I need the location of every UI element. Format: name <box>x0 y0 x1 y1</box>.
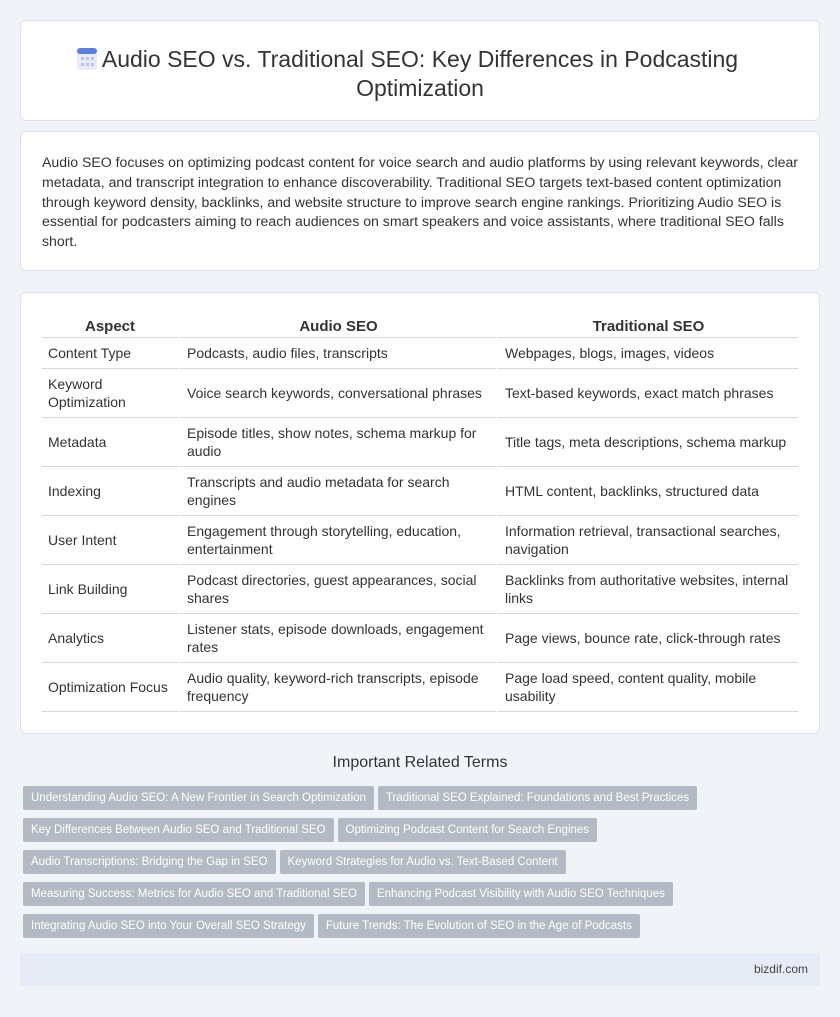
cell-aspect: User Intent <box>42 516 178 565</box>
table-row <box>42 338 798 369</box>
cell-aspect: Link Building <box>42 565 178 614</box>
cell-aspect: Content Type <box>42 338 178 369</box>
cell-audio: Listener stats, episode downloads, engagement rates <box>178 614 496 663</box>
related-term-link[interactable]: Audio Transcriptions: Bridging the Gap in SEO <box>23 850 276 874</box>
table-row <box>42 467 798 516</box>
related-terms-list <box>23 786 823 946</box>
header-aspect: Aspect <box>42 316 178 338</box>
comparison-card <box>20 292 820 734</box>
cell-aspect: Analytics <box>42 614 178 663</box>
page-title: Audio SEO vs. Traditional SEO: Key Differences in Podcasting Optimization <box>101 46 739 101</box>
related-terms-title: Important Related Terms <box>332 754 508 771</box>
related-term-link[interactable]: Key Differences Between Audio SEO and Traditional SEO <box>23 818 334 842</box>
cell-traditional: HTML content, backlinks, structured data <box>496 467 798 516</box>
footer-site-link[interactable]: bizdif.com <box>753 962 808 976</box>
table-row <box>42 663 798 712</box>
cell-audio: Voice search keywords, conversational phrases <box>178 369 496 418</box>
cell-traditional: Page views, bounce rate, click-through rates <box>496 614 798 663</box>
cell-traditional: Page load speed, content quality, mobile usability <box>496 663 798 712</box>
related-term-link[interactable]: Traditional SEO Explained: Foundations and Best Practices <box>378 786 697 810</box>
comparison-table <box>42 316 798 712</box>
cell-traditional: Webpages, blogs, images, videos <box>496 338 798 369</box>
cell-traditional: Information retrieval, transactional searches, navigation <box>496 516 798 565</box>
table-row <box>42 614 798 663</box>
table-header-row <box>42 316 798 338</box>
intro-paragraph: Audio SEO focuses on optimizing podcast content for voice search and audio platforms by using relevant keywords, clear metadata, and transcript integration to enhance discoverability. Traditional SEO targets text-based content optimization through keyword density, backlinks, and website structure to improve search engine rankings. Prioritizing Audio SEO is essential for podcasters aiming to reach audiences on smart speakers and voice assistants, where traditional SEO falls short. <box>42 154 798 250</box>
table-row <box>42 418 798 467</box>
intro-card <box>20 131 820 271</box>
cell-traditional: Title tags, meta descriptions, schema markup <box>496 418 798 467</box>
cell-aspect: Optimization Focus <box>42 663 178 712</box>
related-term-link[interactable]: Keyword Strategies for Audio vs. Text-Based Content <box>280 850 566 874</box>
cell-audio: Podcasts, audio files, transcripts <box>178 338 496 369</box>
cell-aspect: Keyword Optimization <box>42 369 178 418</box>
related-term-link[interactable]: Understanding Audio SEO: A New Frontier in Search Optimization <box>23 786 374 810</box>
cell-traditional: Backlinks from authoritative websites, internal links <box>496 565 798 614</box>
table-row <box>42 516 798 565</box>
cell-aspect: Indexing <box>42 467 178 516</box>
cell-audio: Podcast directories, guest appearances, social shares <box>178 565 496 614</box>
related-term-link[interactable]: Enhancing Podcast Visibility with Audio SEO Techniques <box>369 882 673 906</box>
related-term-link[interactable]: Future Trends: The Evolution of SEO in the Age of Podcasts <box>318 914 640 938</box>
cell-audio: Engagement through storytelling, education, entertainment <box>178 516 496 565</box>
related-term-link[interactable]: Integrating Audio SEO into Your Overall SEO Strategy <box>23 914 314 938</box>
header-audio-seo: Audio SEO <box>178 316 496 338</box>
header-traditional-seo: Traditional SEO <box>496 316 798 338</box>
table-row <box>42 369 798 418</box>
table-row <box>42 565 798 614</box>
footer <box>20 953 820 986</box>
related-term-link[interactable]: Measuring Success: Metrics for Audio SEO and Traditional SEO <box>23 882 365 906</box>
related-term-link[interactable]: Optimizing Podcast Content for Search Engines <box>338 818 598 842</box>
cell-traditional: Text-based keywords, exact match phrases <box>496 369 798 418</box>
header-card <box>20 20 820 121</box>
cell-aspect: Metadata <box>42 418 178 467</box>
cell-audio: Transcripts and audio metadata for search engines <box>178 467 496 516</box>
cell-audio: Episode titles, show notes, schema markup for audio <box>178 418 496 467</box>
cell-audio: Audio quality, keyword-rich transcripts, episode frequency <box>178 663 496 712</box>
